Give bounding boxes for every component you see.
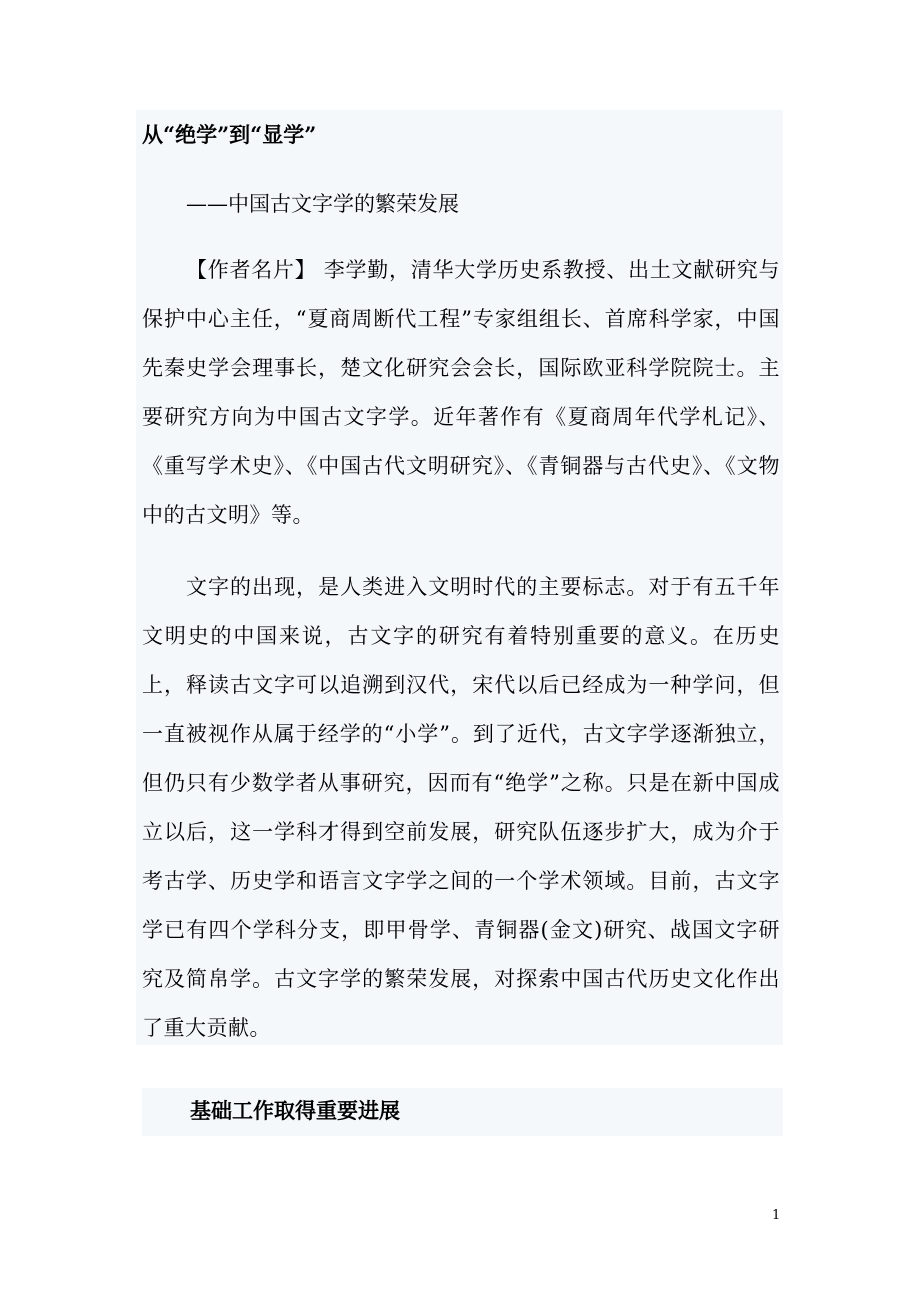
section-heading: 基础工作取得重要进展 — [190, 1098, 400, 1123]
document-title: 从“绝学”到“显学” — [142, 122, 317, 147]
page-number: 1 — [772, 1208, 781, 1223]
body-paragraph: 文字的出现，是人类进入文明时代的主要标志。对于有五千年文明史的中国来说，古文字的研究有着特别重要的意义。在历史上，释读古文字可以追溯到汉代，宋代以后已经成为一种学问，但一直被视作从属于经学的“小学”。到了近代，古文字学逐渐独立，但仍只有少数学者从事研究，因而有“绝学”之称。只是在新中国成立以后，这一学科才得到空前发展，研究队伍逐步扩大，成为介于考古学、历史学和语言文字学之间的一个学术领域。目前，古文字学已有四个学科分支，即甲骨学、青铜器(金文)研究、战国文字研究及简帛学。古文字学的繁荣发展，对探索中国古代历史文化作出了重大贡献。 — [142, 575, 780, 1040]
author-bio-paragraph: 【作者名片】 李学勤，清华大学历史系教授、出土文献研究与保护中心主任，“夏商周断代工程”专家组组长、首席科学家，中国先秦史学会理事长，楚文化研究会会长，国际欧亚科学院院士。主要研究方向为中国古文字学。近年著作有《夏商周年代学札记》、《重写学术史》、《中国古代文明研究》、《青铜器与古代史》、《文物中的古文明》等。 — [142, 258, 780, 527]
document-subtitle: ——中国古文字学的繁荣发展 — [186, 192, 459, 216]
